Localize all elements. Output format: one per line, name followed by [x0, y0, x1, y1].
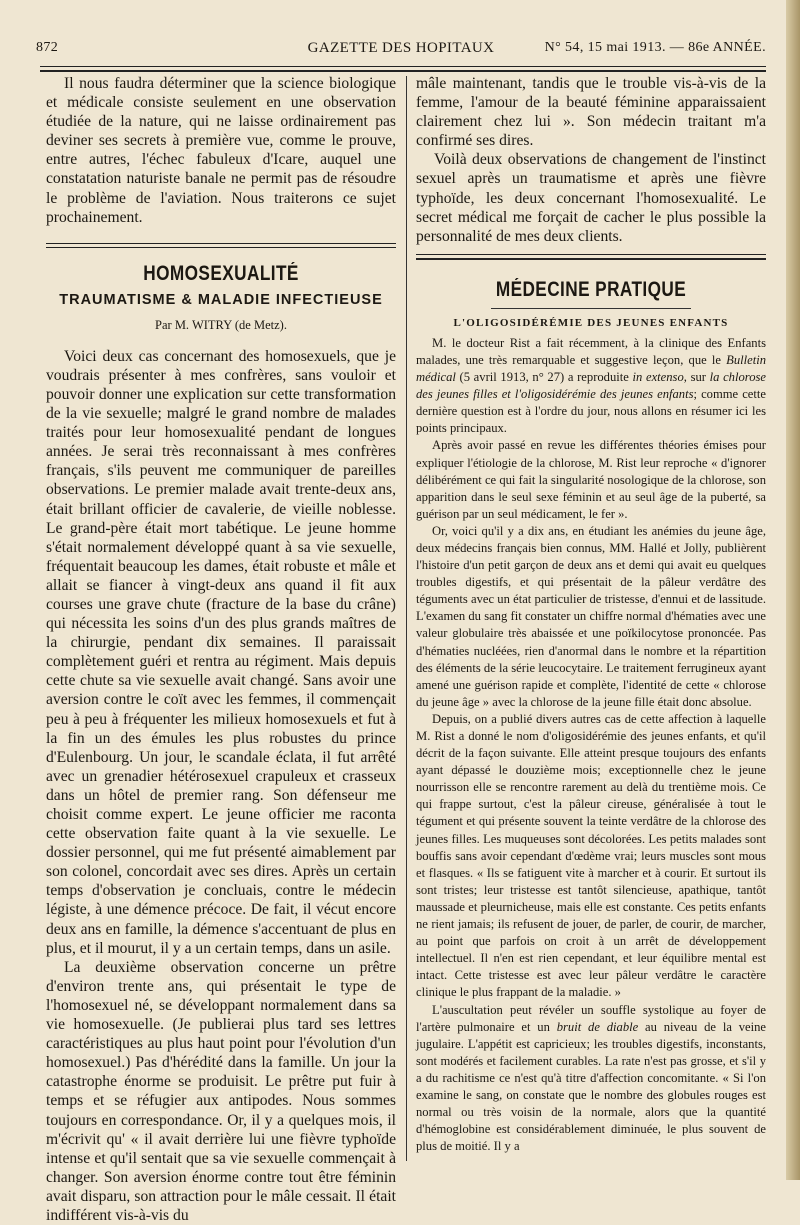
journal-title: GAZETTE DES HOPITAUX — [307, 40, 495, 56]
column-separator — [406, 76, 407, 1161]
auscultation-paragraph — [416, 1002, 766, 1156]
text-run: M. le docteur Rist a fait récemment, à la clinique des Enfants malades, une très remarquable et suggestive leçon, que le — [416, 335, 766, 367]
running-header — [36, 40, 766, 62]
italic-term: in extenso — [632, 370, 684, 385]
title-rule — [491, 308, 691, 309]
italic-term: bruit de diable — [556, 1019, 639, 1034]
left-column — [46, 74, 396, 1225]
text-run: ; comme cette dernière question est à l'ordre du jour, nous allons en résumer ici les points principaux. — [416, 387, 766, 436]
section-rule — [46, 243, 396, 248]
lesson-title: la chlorose des jeunes filles et l'oligosidérémie des jeunes enfants — [416, 370, 766, 402]
text-run: L'auscultation peut révéler un souffle systolique au foyer de l'artère pulmonaire et un — [416, 1002, 766, 1034]
aviation-paragraph: Il nous faudra déterminer que la science biologique et médicale consiste seulement en une observation étudiée de la nature, qui ne laisse ordinairement pas deviner ses secrets à première vue, comme le prouve, entre autres, l'échec fabuleux d'Icare, auquel une constatation naturiste banale ne permit pas de résoudre le problème de l'aviation. Nous traiterons ce sujet prochainement. — [46, 75, 396, 226]
page-number: 872 — [36, 40, 59, 55]
text-run: au niveau de la veine jugulaire. L'appétit est capricieux; les troubles digestifs, inconstants, sont modérés et facilement curables. La rate n'est pas grosse, et s'il y a du rachitisme ce n'est qu'à titre d'affection concomitante. « Si l'on examine le sang, on constate que le nombre des globules rouges est normal ou très voisin de la normale, alors que la quantité d'hémoglobine est considérablement diminuée, le plus souvent de plus de moitié. Il y a — [416, 1019, 767, 1154]
header-rule — [40, 66, 766, 72]
journal-ref: Bulletin médical — [416, 352, 766, 385]
case-two-paragraph: La deuxième observation concerne un prêtre d'environ trente ans, qui présentait le type de l'homosexuel né, se développant normalement dans sa vie homosexuelle. (Je publierai plus tard ses lettres caractéristiques au plus haut point pour l'évolution d'un homosexuel.) Pas d'hérédité dans la famille. Un jour la catastrophe énorme se produisit. Le prêtre put fuir à temps et se réfugier aux antipodes. Nous sommes toujours en correspondance. Or, il y a quelques mois, il m'écrivit qu' « il avait derrière lui une fièvre typhoïde intense et qu'il sentait que sa vie sexuelle commençait à changer. Son aversion énorme contre tout être féminin avait disparu, son attraction pour le mâle cessait. Il était indifférent vis-à-vis du — [46, 958, 396, 1224]
chlorosis-theory-paragraph: Après avoir passé en revue les différentes théories émises pour expliquer l'étiologie de la chlorose, M. Rist leur reproche « d'ignorer délibérément ce qui fait la singularité nosologique de la chlorose, son apparition dans le seul sexe féminin et au seul âge de la puberté, sa guérison par un seul médicament, le fer ». — [416, 438, 766, 521]
text-run: , sur — [683, 370, 710, 385]
section-rule — [416, 254, 766, 260]
text-run: (5 avril 1913, n° 27) a reproduite — [455, 370, 633, 385]
halle-jolly-paragraph: Or, voici qu'il y a dix ans, en étudiant les anémies du jeune âge, deux médecins français bien connus, MM. Hallé et Jolly, publièrent l'histoire d'un petit garçon de deux ans et demi qui avait eu quelques troubles digestifs, et qui présentait de la pâleur verdâtre des téguments avec un état particulier de tristesse, d'ennui et de lassitude. L'examen du sang fit constater un chiffre normal d'hématies avec une valeur globulaire très abaissée et une poïkilocytose prononcée. Pas d'hématies nucléées, rien d'anormal dans le nombre et la répartition des éléments de la série leucocytaire. Le traitement ferrugineux ayant amené une guérison rapide et complète, l'identité de cette « chlorose du jeune âge » avec la chlorose de la jeune fille était donc absolue. — [416, 523, 766, 709]
page-edge — [786, 0, 800, 1180]
article-title: HOMOSEXUALITÉ — [143, 261, 299, 285]
article-subtitle: TRAUMATISME & MALADIE INFECTIEUSE — [59, 291, 383, 308]
conclusion-paragraph: Voilà deux observations de changement de l'instinct sexuel après un traumatisme et après une fièvre typhoïde, les deux concernant l'homosexualité. Le secret médical me forçait de cacher le plus possible la personnalité de mes deux clients. — [416, 151, 766, 245]
rist-intro-paragraph — [416, 335, 766, 438]
continued-paragraph: mâle maintenant, tandis que le trouble vis-à-vis de la femme, l'amour de la beauté féminine apparaissaient clairement chez lui ». Son médecin traitant m'a confirmé ses dires. — [416, 75, 766, 150]
section-subtitle: L'OLIGOSIDÉRÉMIE DES JEUNES ENFANTS — [453, 316, 729, 329]
clinical-description-paragraph: Depuis, on a publié divers autres cas de cette affection à laquelle M. Rist a donné le nom d'oligosidérémie des jeunes enfants, et qu'il décrit de la façon suivante. Elle atteint presque toujours des enfants ayant dépassé le douzième mois; exceptionnelle chez le jeune nourrisson elle se rencontre rarement au delà du trentième mois. Ce qui frappe surtout, c'est la pâleur cireuse, généralisée à tout le tégument et qui présente souvent la teinte verdâtre de la chlorose des jeunes filles. Les muqueuses sont décolorées. Les petits malades sont bouffis sans avoir cependant d'œdème vrai; leurs muscles sont mous et flasques. « Ils se fatiguent vite à marcher et à courir. Et surtout ils sont tristes; leur tristesse est tantôt silencieuse, apathique, tantôt maussade et pleurnicheuse, mais elle est constante. Ces petits enfants ne rient jamais; ils refusent de jouer, de parler, de courir, de marcher, au point que parfois on croit à un arrêt de développement intellectuel. Il n'en est rien cependant, et leur équilibre mental est intact. Cette tristesse est avec leur pâleur verdâtre le caractère clinique le plus frappant de la maladie. » — [416, 711, 766, 1000]
issue-info: N° 54, 15 mai 1913. — 86e ANNÉE. — [544, 40, 766, 55]
article-byline: Par M. WITRY (de Metz). — [155, 317, 287, 332]
right-column — [416, 74, 766, 1155]
case-one-paragraph: Voici deux cas concernant des homosexuels, que je voudrais présenter à mes confrères, sans vouloir et pouvoir donner une explication sur cette transformation de la vie sexuelle; malgré le grand nombre de malades traités pour leur homosexualité pendant de longues années. Je serai très reconnaissant à mes confrères français, s'ils peuvent me communiquer de pareilles observations. Le premier malade avait trente-deux ans, était brillant officier de cavalerie, de vieille noblesse. Le grand-père était mort tabétique. Le jeune homme s'était normalement développé quant à sa vie sexuelle, fréquentait beaucoup les dames, était robuste et mâle et allait se fiancer à vingt-deux ans quand il fit aux courses une grave chute (fracture de la base du crâne) qui nécessita les soins d'un des plus grands maîtres de la chirurgie, pendant dix semaines. Il paraissait complètement guéri et rentra au régiment. Mais depuis cette chute sa vie sexuelle avait changé. Sans avoir une aversion contre le coït avec les femmes, il commençait peu à peu à fréquenter les milieux homosexuels et fut à la fin un des émules les plus robustes du prince d'Eulenbourg. Un jour, le scandale éclata, il fut arrêté avec un grenadier hétérosexuel crapuleux et crasseux dans un hôtel de premier rang. Son défenseur me choisit comme expert. Le jeune officier me raconta cette observation faite quant à la vie sexuelle. Le dossier personnel, qui me fut présenté aimablement par son colonel, concordait avec ses dires. Après un certain temps d'observation je concluais, contre le médecin légiste, à une démence précoce. De fait, il vécut encore deux ans en famille, la démence s'accentuant de plus en plus, et il mourut, il y a un certain temps, dans un asile. — [46, 347, 396, 957]
section-title: MÉDECINE PRATIQUE — [495, 277, 687, 301]
